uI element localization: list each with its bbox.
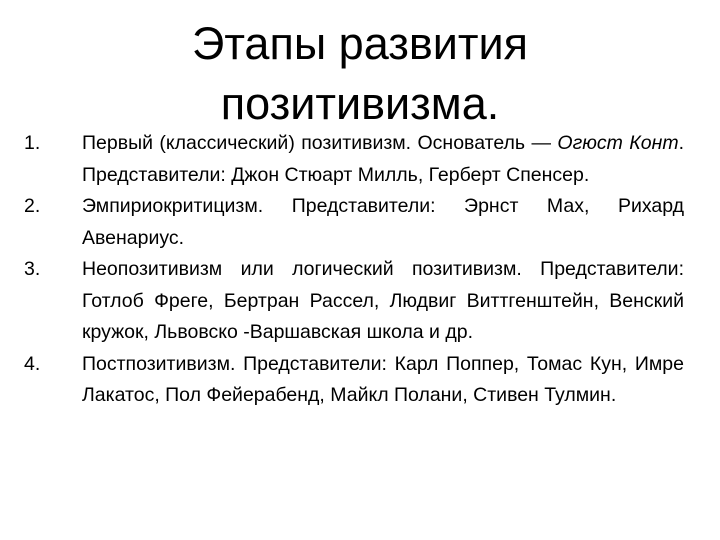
item-text: Постпозитивизм. Представители: Карл Поппер, Томас Кун, Имре Лакатос, Пол Фейерабенд, Майкл Полани, Стивен Тулмин.	[82, 352, 684, 406]
stages-list	[24, 128, 684, 412]
item-text-part: Первый (классический) позитивизм. Основатель —	[82, 132, 558, 154]
title-line-2: позитивизма.	[220, 78, 500, 129]
slide-title	[175, 14, 545, 134]
list-item-2	[24, 191, 684, 254]
item-number: 4.	[24, 352, 41, 375]
title-line-1: Этапы развития	[191, 18, 529, 69]
list-item-3	[24, 254, 684, 349]
item-text: Эмпириокритицизм. Представители: Эрнст Мах, Рихард Авенариус.	[82, 195, 684, 249]
item-text-part: . Представители: Джон Стюарт Милль, Герберт Спенсер.	[82, 132, 685, 186]
item-text: Неопозитивизм или логический позитивизм. Представители: Готлоб Фреге, Бертран Рассел, Людвиг Виттгенштейн, Венский кружок, Львовско -Варшавская школа и др.	[82, 258, 684, 343]
item-number: 3.	[24, 258, 41, 280]
founder-name: Огюст Конт	[557, 132, 679, 154]
list-item-1	[24, 128, 684, 191]
item-number: 1.	[24, 132, 41, 154]
item-number: 2.	[24, 195, 41, 217]
list-item-4	[24, 349, 684, 412]
item-text	[82, 128, 684, 191]
